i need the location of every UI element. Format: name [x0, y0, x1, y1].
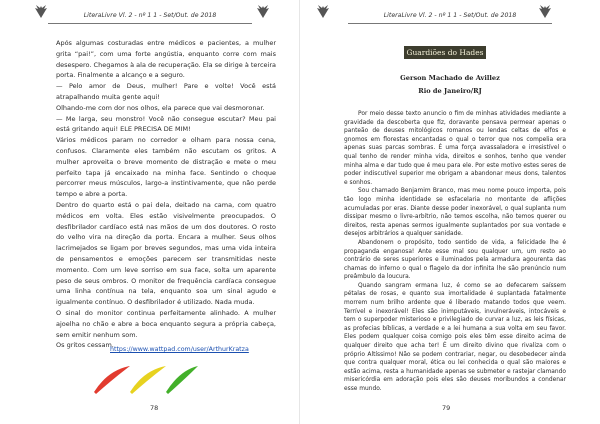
right-body-text [344, 110, 566, 394]
right-page [300, 0, 600, 424]
story-author: Gerson Machado de Avillez [400, 74, 500, 82]
phoenix-bird-icon [536, 4, 554, 20]
phoenix-bird-icon [254, 4, 272, 20]
page-number: 78 [150, 404, 159, 412]
paragraph: — Pelo amor de Deus, mulher! Pare e volte! Você está atrapalhando muita gente aqui! [56, 82, 276, 101]
paragraph: Vários médicos param no corredor e olham para nossa cena, confusos. Claramente eles também não escutam os gritos. A mulher aproveita o breve momento de distração e mete o meu perfeito tapa já encaixado na minha face. Sentindo o choque percorrer meus músculos, largo-a instintivamente, que não perde tempo e abre a porta. [56, 136, 276, 199]
story-location: Rio de Janeiro/RJ [418, 87, 482, 95]
quill-feather-icon [90, 362, 200, 396]
page-number: 79 [442, 404, 451, 412]
paragraph: Após algumas costuradas entre médicos e pacientes, a mulher grita “pai!”, com uma forte angústia, enquanto corre com mais desespero. Chegamos à ala de recuperação. Ela se dirige à terceira porta. Finalmente a alcanço e a seguro. [56, 39, 276, 80]
left-body-text [56, 38, 276, 351]
paragraph: Olhando-me com dor nos olhos, ela parece que vai desmoronar. [56, 103, 265, 112]
page-header [348, 6, 552, 26]
page-header [48, 6, 252, 26]
author-profile-link[interactable]: https://www.wattpad.com/user/ArthurKratza [110, 346, 249, 353]
paragraph: — Me larga, seu monstro! Você não consegue escutar? Meu pai está gritando aqui! ELE PRECISA DE MIM! [56, 114, 276, 134]
phoenix-bird-icon [32, 4, 50, 20]
header-title: LiteraLivre Vl. 2 - nº 1 1 - Set/Out. de 2018 [383, 12, 517, 19]
paragraph: Por meio desse texto anuncio o fim de minhas atividades mediante a gravidade da descoberta que fiz, doravante pensava permear apenas o panteão de deuses mitológicos romanos ou lendas celtas de elfos e gnomos em florestas encantadas o qual o terror que nos compelia era apenas suas parcas sombras. É uma força avassaladora e irresistível o qual tenho de render minha vida, direitos e sonhos, tenho que vender minha alma e dar tudo que é meu para ele. Por este motivo estes seres de poder indiscutível superior me obrigam a abandonar meus dons, talentos e sonhos. [344, 111, 566, 186]
paragraph: Abandonem o propósito, todo sentido de vida, a felicidade lhe é propaganda enganosa! Ante esse mal sou qualquer um, um resto ao contrário de seres superiores e iluminados pela armadura agourenta das chamas do inferno o qual o flagelo da dor infinita lhe são prenúncio num preâmbulo da loucura. [344, 239, 566, 281]
header-rule [348, 23, 552, 24]
header-title: LiteraLivre Vl. 2 - nº 1 1 - Set/Out. de 2018 [83, 12, 217, 19]
story-title: Guardiões do Hades [404, 46, 486, 59]
paragraph: Quando sangram ermana luz, é como se ao defecarem saíssem pétalas de rosas, e quanto sua imortalidade é suplantada fatalmente morrem num brilho ardente que é liberado matando todos que veem. Terrível e inexorável! Eles são inimputáveis, invulneráveis, intocáveis e tem o superpoder misterioso e privilegiado de curvar a luz, as leis físicas, as profecias bíblicas, a verdade e a lei humana a sua volta em seu favor. Eles podem qualquer coisa comigo pois eles têm esse direito acima de qualquer direito que acha ter! É um direito divino que rivaliza com o próprio Altíssimo! Não se podem contrariar, negar, ou desobedecer ainda que contra qualquer moral, ética ou lei conhecida o qual são maiores e estão acima, resta a humanidade apenas se submeter e rastejar clamando misericórdia em adoração pois eles são deuses moribundos a condenar esse mundo. [344, 282, 566, 392]
paragraph: Sou chamado Benjamim Branco, mas meu nome pouco importa, pois tão logo minha identidade se esfacelaria no montante de aflições acumuladas por eras. Diante desse poder inexorável, o qual suplanta num dissipar mesmo o livre-arbítrio, não temos escolha, não temos querer ou direitos, resta apenas sermos igualmente suplantados por sua vontade e desejos arbitrários a qualquer sanidade. [344, 188, 566, 238]
paragraph: Os gritos cessam. [56, 341, 114, 350]
paragraph: O sinal do monitor continua perfeitamente alinhado. A mulher ajoelha no chão e abre a boca enquanto segura a própria cabeça, sem emitir nenhum som. [56, 308, 276, 339]
header-rule [48, 23, 252, 24]
phoenix-bird-icon [314, 4, 332, 20]
paragraph: Dentro do quarto está o pai dela, deitado na cama, com quatro médicos em volta. Eles estão visivelmente preocupados. O desfibrilador cardíaco está nas mãos de um dos doutores. O rosto do velho vira na direção da porta. Encara a mulher. Seus olhos lacrimejados se ligam por breves segundos, mas uma vida inteira de pensamentos e emoções parecem ser transmitidas neste momento. Com um leve sorriso em sua face, solta um aparente peso de seus ombros. O monitor de frequência cardíaca consegue uma linha contínua na tela, enquanto soa um sinal agudo e igualmente contínuo. O desfibrilador é utilizado. Nada muda. [56, 200, 276, 307]
